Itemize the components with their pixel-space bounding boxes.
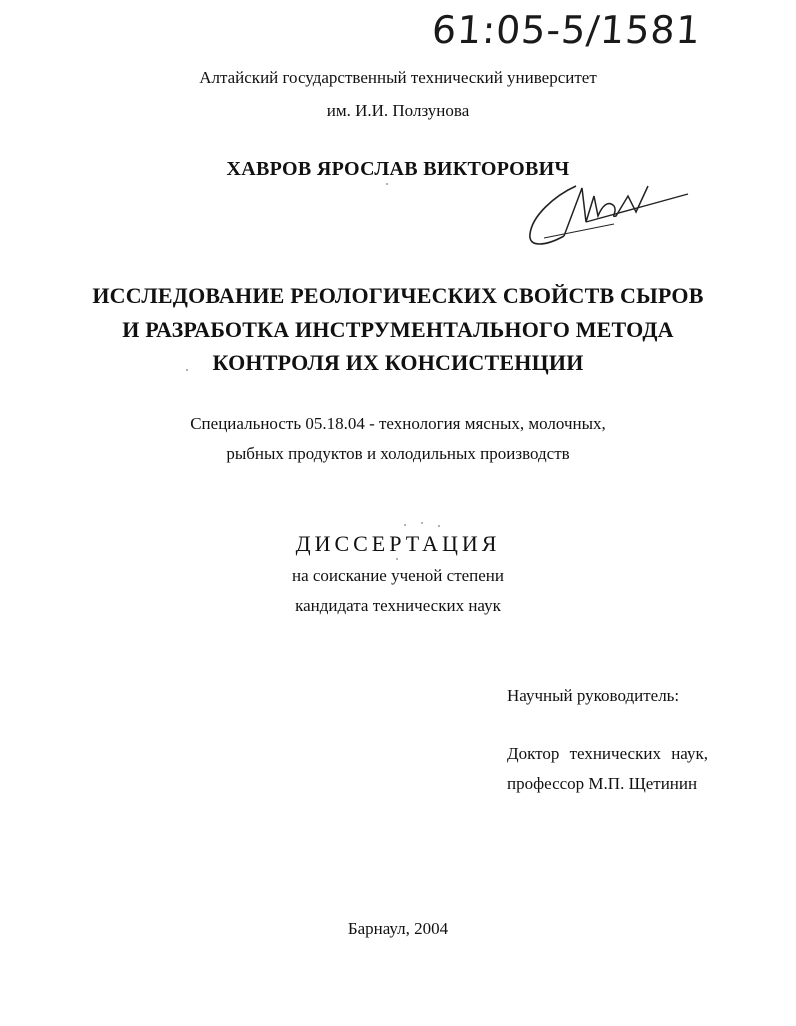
document-type: ДИССЕРТАЦИЯ — [295, 531, 501, 556]
scan-speck — [421, 522, 423, 524]
signature-icon — [524, 166, 690, 258]
specialty-line-1: Специальность 05.18.04 - технология мясных, молочных, — [190, 414, 606, 433]
thesis-title-line-2: И РАЗРАБОТКА ИНСТРУМЕНТАЛЬНОГО МЕТОДА — [122, 317, 674, 342]
thesis-title-line-1: ИССЛЕДОВАНИЕ РЕОЛОГИЧЕСКИХ СВОЙСТВ СЫРОВ — [92, 283, 704, 308]
institution-name: Алтайский государственный технический университет — [199, 68, 597, 87]
supervisor-degree: Доктор технических наук, — [507, 744, 708, 763]
scan-speck — [386, 183, 388, 185]
supervisor-name: профессор М.П. Щетинин — [507, 774, 698, 793]
specialty-line-2: рыбных продуктов и холодильных производств — [226, 444, 570, 463]
scan-speck — [186, 369, 188, 371]
institution-named-after: им. И.И. Ползунова — [326, 101, 470, 120]
place-and-year: Барнаул, 2004 — [347, 919, 449, 938]
thesis-title-line-3: КОНТРОЛЯ ИХ КОНСИСТЕНЦИИ — [212, 350, 584, 375]
scan-speck — [438, 525, 440, 527]
scan-speck — [396, 558, 398, 560]
supervisor-label: Научный руководитель: — [507, 686, 680, 705]
scan-speck — [404, 524, 406, 526]
degree-line-2: кандидата технических наук — [295, 596, 501, 615]
archive-stamp: 61:05-5/1581 — [430, 8, 703, 52]
author-name: ХАВРОВ ЯРОСЛАВ ВИКТОРОВИЧ — [226, 158, 570, 180]
degree-line-1: на соискание ученой степени — [291, 566, 505, 585]
